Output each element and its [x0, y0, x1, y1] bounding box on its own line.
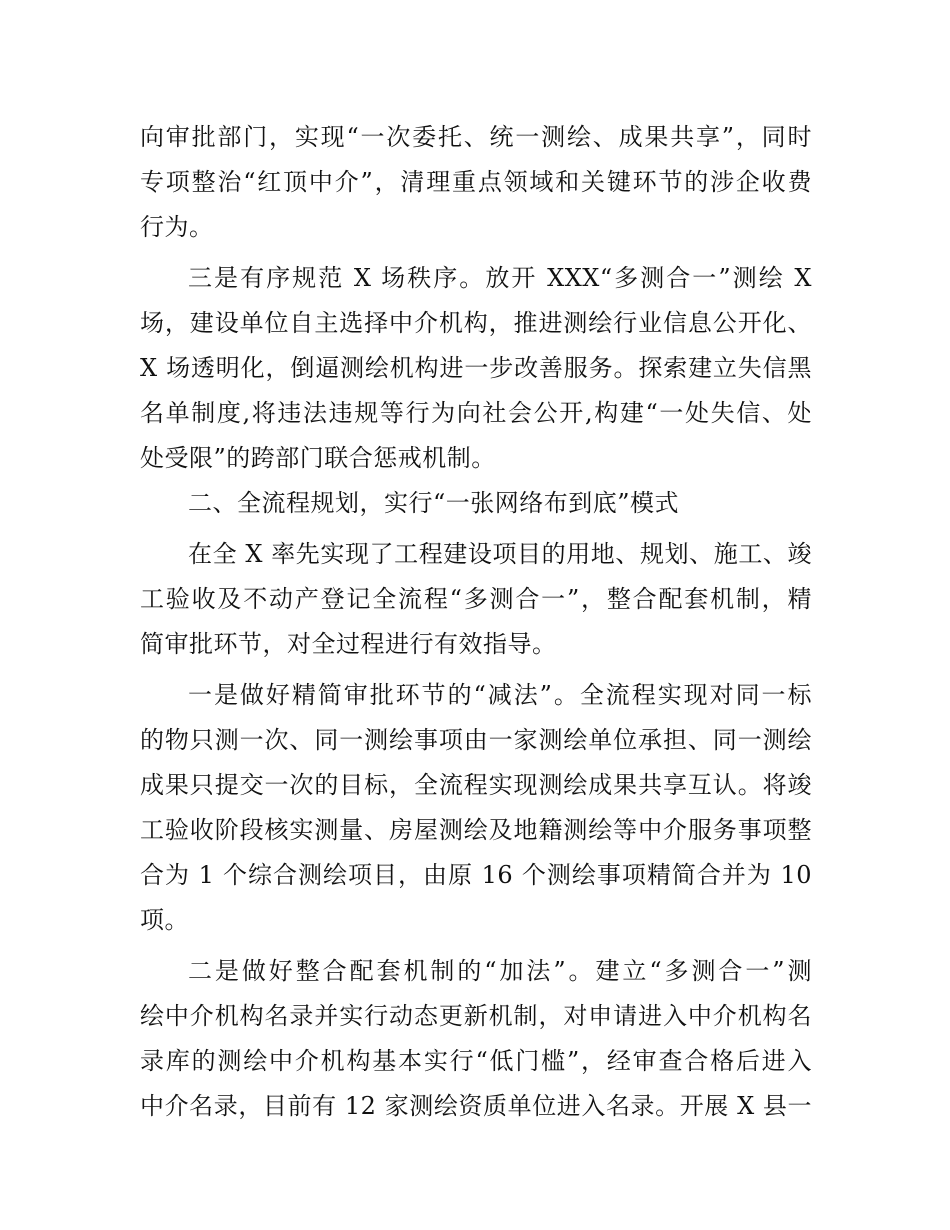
paragraph-line: 三是有序规范 X 场秩序。放开 XXX“多测合一”测绘 X [188, 264, 812, 292]
paragraph-line: 二是做好整合配套机制的“加法”。建立“多测合一”测 [188, 957, 812, 985]
paragraph-line: 处受限”的跨部门联合惩戒机制。 [140, 444, 496, 472]
paragraph-line: 场，建设单位自主选择中介机构，推进测绘行业信息公开化、 [140, 309, 812, 337]
paragraph-line: 名单制度,将违法违规等行为向社会公开,构建“一处失信、处 [140, 399, 812, 427]
paragraph-line: 专项整治“红顶中介”，清理重点领域和关键环节的涉企收费 [140, 168, 812, 196]
paragraph-line: 向审批部门，实现“一次委托、统一测绘、成果共享”，同时 [140, 123, 812, 151]
paragraph-line: 录库的测绘中介机构基本实行“低门槛”，经审查合格后进入 [140, 1047, 812, 1075]
paragraph-line: 中介名录，目前有 12 家测绘资质单位进入名录。开展 X 县一 [140, 1092, 812, 1120]
paragraph-line: 的物只测一次、同一测绘事项由一家测绘单位承担、同一测绘 [140, 726, 812, 754]
paragraph-line: 在全 X 率先实现了工程建设项目的用地、规划、施工、竣 [188, 540, 812, 568]
paragraph-line: 合为 1 个综合测绘项目，由原 16 个测绘事项精简合并为 10 [140, 861, 812, 889]
paragraph-line: 工验收阶段核实测量、房屋测绘及地籍测绘等中介服务事项整 [140, 816, 812, 844]
paragraph-line: 绘中介机构名录并实行动态更新机制，对申请进入中介机构名 [140, 1002, 812, 1030]
paragraph-line: X 场透明化，倒逼测绘机构进一步改善服务。探索建立失信黑 [140, 354, 812, 382]
paragraph-line: 项。 [140, 906, 189, 934]
paragraph-line: 一是做好精简审批环节的“减法”。全流程实现对同一标 [188, 681, 812, 709]
paragraph-line: 成果只提交一次的目标，全流程实现测绘成果共享互认。将竣 [140, 771, 812, 799]
paragraph-line: 行为。 [140, 213, 214, 241]
section-heading: 二、全流程规划，实行“一张网络布到底”模式 [188, 489, 680, 517]
paragraph-line: 工验收及不动产登记全流程“多测合一”，整合配套机制，精 [140, 585, 812, 613]
paragraph-line: 简审批环节，对全过程进行有效指导。 [140, 630, 557, 658]
